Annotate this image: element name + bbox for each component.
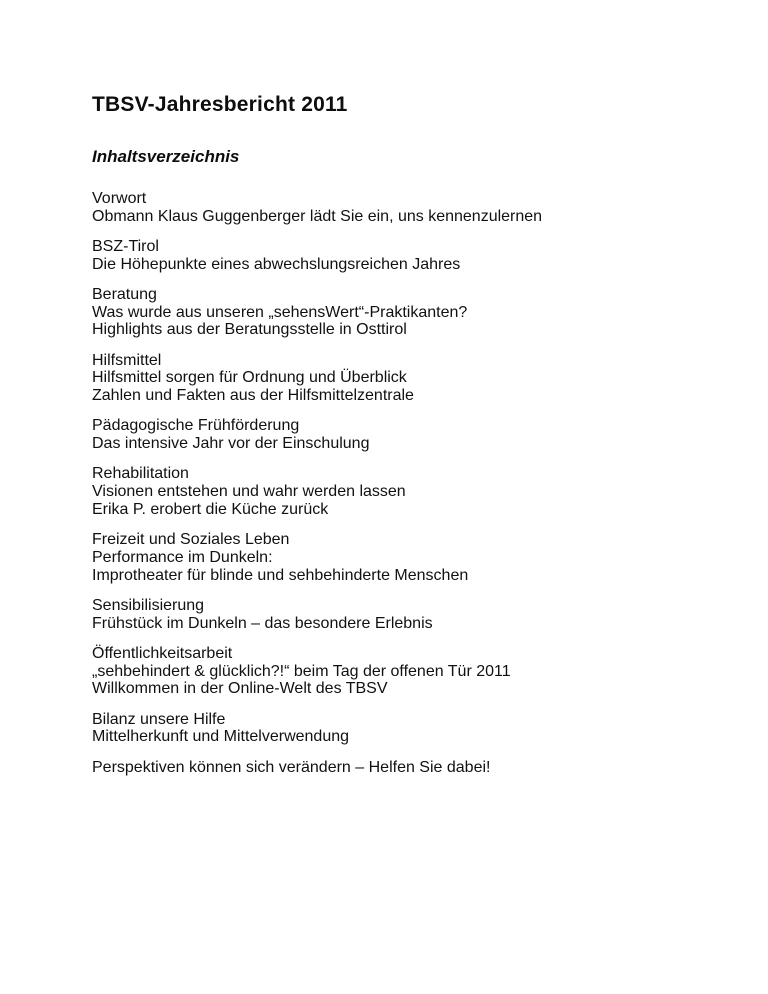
toc-section-subtitle: Visionen entstehen und wahr werden lassen bbox=[92, 483, 406, 501]
toc-section-subtitle: Das intensive Jahr vor der Einschulung bbox=[92, 435, 370, 453]
toc-section-subtitle: „sehbehindert & glücklich?!“ beim Tag der offenen Tür 2011 bbox=[92, 662, 511, 680]
toc-section-subtitle: Frühstück im Dunkeln – das besondere Erlebnis bbox=[92, 614, 433, 632]
toc-section-title: Pädagogische Frühförderung bbox=[92, 417, 300, 435]
toc-section-subtitle: Was wurde aus unseren „sehensWert“-Praktikanten? bbox=[92, 303, 468, 321]
toc-section-title: Perspektiven können sich verändern – Helfen Sie dabei! bbox=[92, 758, 491, 776]
table-of-contents bbox=[92, 190, 708, 776]
toc-section bbox=[92, 597, 708, 632]
toc-section-subtitle: Zahlen und Fakten aus der Hilfsmittelzentrale bbox=[92, 387, 414, 405]
toc-section bbox=[92, 238, 708, 273]
toc-section-title: Beratung bbox=[92, 286, 157, 303]
toc-section-subtitle: Die Höhepunkte eines abwechslungsreichen Jahres bbox=[92, 255, 461, 273]
toc-section-subtitle: Performance im Dunkeln: bbox=[92, 548, 273, 566]
toc-section-subtitle: Obmann Klaus Guggenberger lädt Sie ein, uns kennenzulernen bbox=[92, 207, 543, 225]
document-title: TBSV-Jahresbericht 2011 bbox=[92, 93, 348, 116]
toc-section-subtitle: Improtheater für blinde und sehbehinderte Menschen bbox=[92, 566, 469, 584]
toc-section bbox=[92, 531, 708, 584]
toc-section bbox=[92, 352, 708, 405]
toc-section bbox=[92, 190, 708, 225]
toc-section bbox=[92, 465, 708, 518]
toc-section-title: Vorwort bbox=[92, 190, 147, 207]
toc-section-title: Freizeit und Soziales Leben bbox=[92, 531, 290, 549]
toc-section bbox=[92, 711, 708, 746]
toc-section-title: Hilfsmittel bbox=[92, 351, 162, 369]
toc-section bbox=[92, 417, 708, 452]
toc-section-subtitle: Mittelherkunft und Mittelverwendung bbox=[92, 728, 350, 746]
toc-section-subtitle: Erika P. erobert die Küche zurück bbox=[92, 500, 329, 518]
toc-section bbox=[92, 759, 708, 777]
toc-section bbox=[92, 645, 708, 698]
toc-section bbox=[92, 286, 708, 339]
toc-section-title: Sensibilisierung bbox=[92, 596, 205, 614]
toc-section-subtitle: Willkommen in der Online-Welt des TBSV bbox=[92, 680, 388, 698]
toc-section-subtitle: Highlights aus der Beratungsstelle in Osttirol bbox=[92, 321, 407, 339]
toc-section-subtitle: Hilfsmittel sorgen für Ordnung und Überblick bbox=[92, 369, 407, 387]
toc-section-title: BSZ-Tirol bbox=[92, 238, 159, 255]
toc-heading: Inhaltsverzeichnis bbox=[92, 147, 240, 166]
toc-section-title: Öffentlichkeitsarbeit bbox=[92, 644, 233, 662]
toc-section-title: Bilanz unsere Hilfe bbox=[92, 710, 226, 728]
toc-section-title: Rehabilitation bbox=[92, 465, 189, 483]
